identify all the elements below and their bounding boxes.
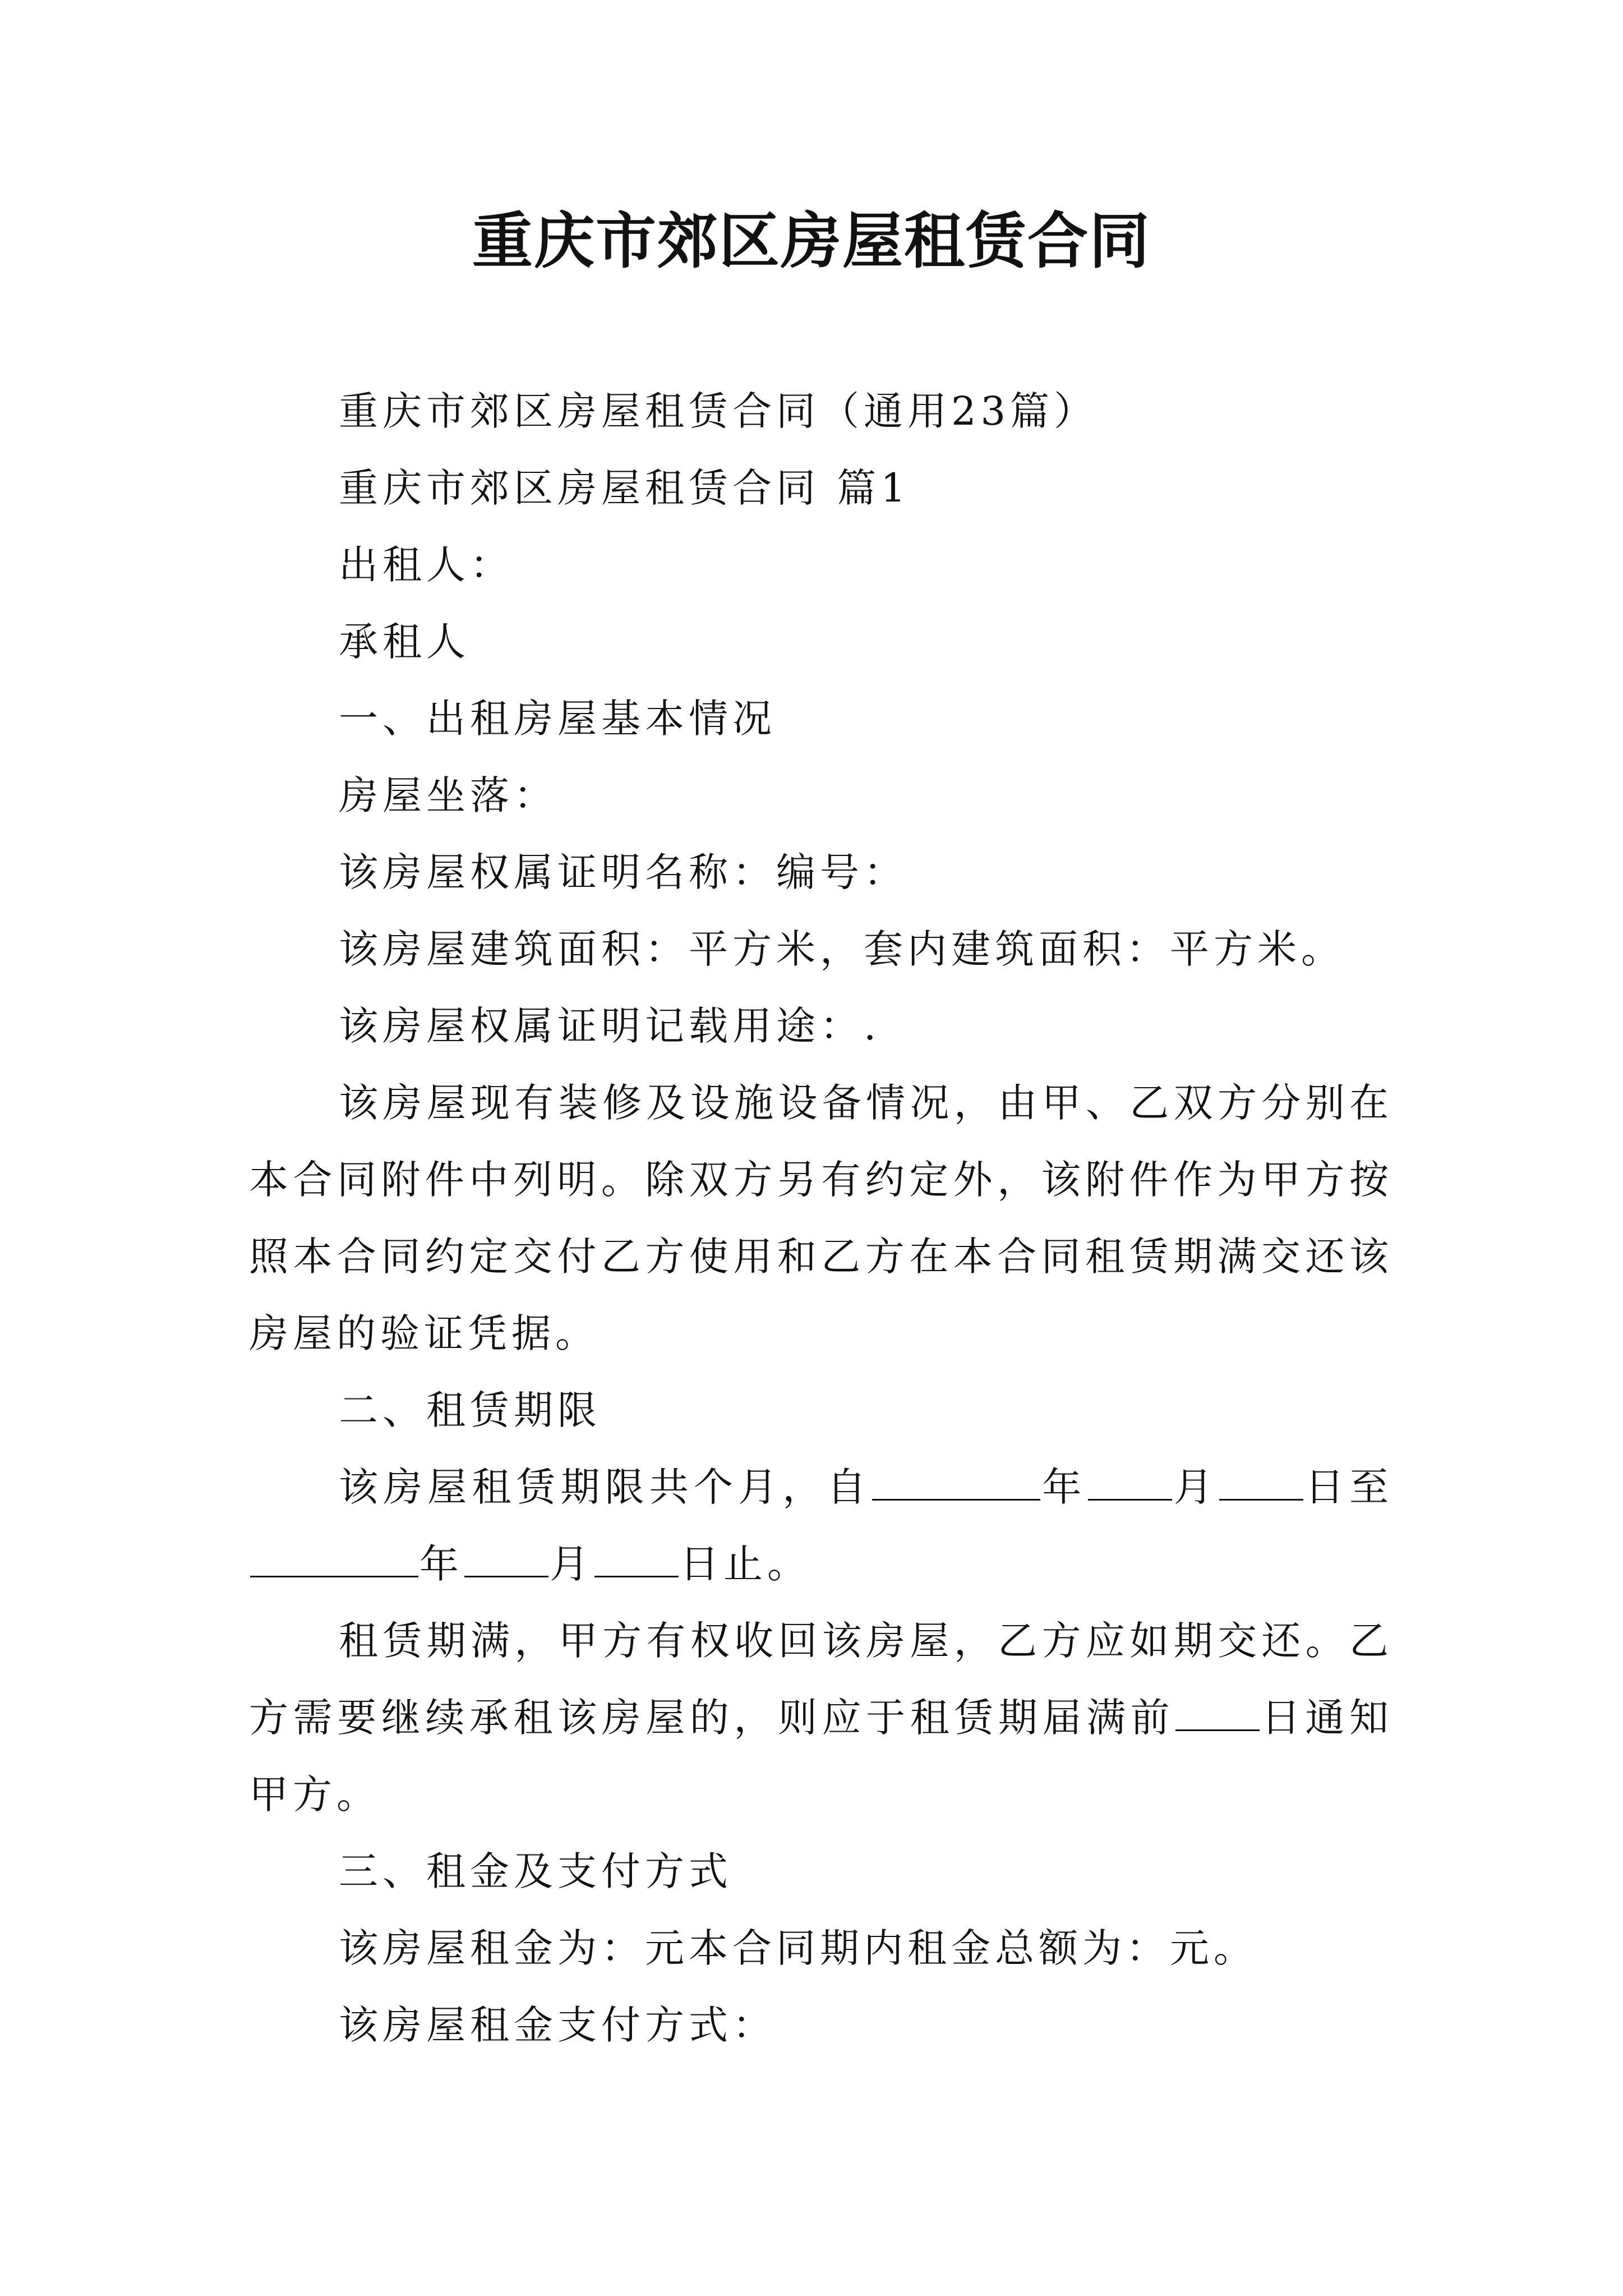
- renewal-text-a: 租赁期满，甲方有权收回该房屋，乙方应如期交还。乙方需要继续承租该房屋的，则应于租赁期届满前: [249, 1618, 1393, 1741]
- renewal-text-b: 日通知甲方。: [249, 1695, 1393, 1818]
- blank-line: [1219, 1460, 1303, 1501]
- blank-line: [250, 1536, 418, 1577]
- paragraph-usage: 该房屋权属证明记载用途：.: [339, 1003, 881, 1049]
- paragraph-payment: 该房屋租金支付方式：: [339, 2002, 776, 2048]
- paragraph-heading-1: 一、出租房屋基本情况: [339, 696, 776, 742]
- page-title: 重庆市郊区房屋租赁合同: [472, 206, 1151, 277]
- lease-term-text-e: 年: [419, 1541, 463, 1587]
- blank-line: [464, 1536, 548, 1577]
- paragraph-location: 房屋坐落：: [339, 772, 557, 818]
- blank-line: [1175, 1690, 1260, 1731]
- paragraph-section-heading: 重庆市郊区房屋租赁合同 篇1: [339, 465, 910, 511]
- paragraph-lease-term: [249, 1449, 1393, 1603]
- blank-line: [594, 1536, 679, 1577]
- paragraph-heading-3: 三、租金及支付方式: [339, 1848, 732, 1894]
- lease-term-text-f: 月: [550, 1541, 593, 1587]
- paragraph-subtitle: 重庆市郊区房屋租赁合同（通用23篇）: [339, 388, 1098, 434]
- paragraph-lessor: 出租人：: [339, 542, 514, 588]
- contract-body: [249, 373, 1393, 2064]
- paragraph-fixtures: 该房屋现有装修及设施设备情况，由甲、乙双方分别在本合同附件中列明。除双方另有约定外，该附件作为甲方按照本合同约定交付乙方使用和乙方在本合同租赁期满交还该房屋的验证凭据。: [249, 1080, 1393, 1356]
- blank-line: [872, 1460, 1040, 1501]
- paragraph-heading-2: 二、租赁期限: [339, 1387, 601, 1433]
- paragraph-certificate: 该房屋权属证明名称：编号：: [339, 849, 907, 895]
- lease-term-text-d: 日至: [1304, 1464, 1394, 1510]
- paragraph-renewal: [249, 1603, 1393, 1833]
- lease-term-text-a: 该房屋租赁期限共个月，自: [339, 1464, 872, 1510]
- paragraph-area: 该房屋建筑面积：平方米，套内建筑面积：平方米。: [339, 926, 1345, 972]
- paragraph-rent: 该房屋租金为：元本合同期内租金总额为：元。: [339, 1925, 1257, 1971]
- paragraph-lessee: 承租人: [339, 619, 470, 665]
- lease-term-text-b: 年: [1041, 1464, 1087, 1510]
- blank-line: [1088, 1460, 1172, 1501]
- lease-term-text-c: 月: [1173, 1464, 1218, 1510]
- lease-term-text-g: 日止。: [680, 1541, 811, 1587]
